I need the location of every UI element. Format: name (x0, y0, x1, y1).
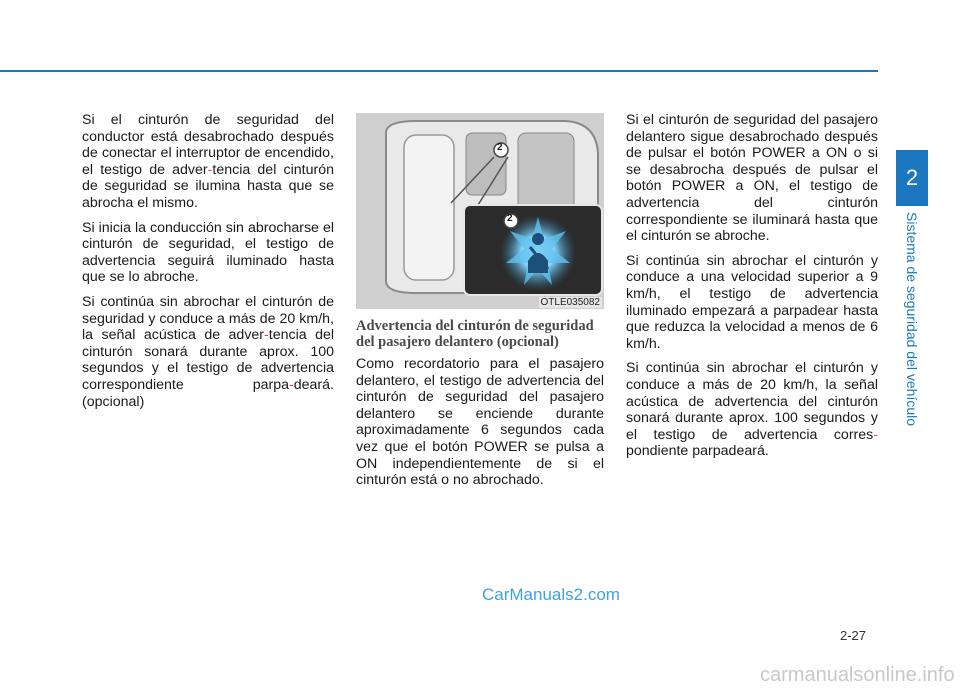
chapter-tab: 2 (896, 150, 928, 206)
hyphen: - (264, 327, 269, 344)
hyphen: - (207, 161, 213, 178)
column-2 (356, 318, 604, 497)
badge-inset: 2 (507, 213, 513, 224)
seatbelt-figure (356, 113, 604, 309)
paragraph: Si continúa sin abrochar el cinturón y conduce a una velocidad superior a 9 km/h, el testigo de advertencia iluminado empezará a parpadear hasta que reduzca la velocidad a menos de 6 km/h. (626, 252, 878, 352)
badge-top: 2 (497, 142, 503, 153)
header-rule (0, 70, 878, 72)
paragraph: Si inicia la conducción sin abrocharse el cinturón de seguridad, el testigo de advertencia seguirá iluminado hasta que se lo abroche. (82, 219, 334, 286)
paragraph: Si continúa sin abrochar el cinturón y conduce a más de 20 km/h, la señal acústica de advertencia del cinturón sonará durante aprox. 100 segundos y el testigo de advertencia corres-pondiente parpadeará. (626, 360, 878, 460)
watermark-link[interactable]: CarManuals2.com (482, 585, 620, 604)
page-number: 2-27 (840, 628, 867, 643)
hyphen: - (289, 376, 294, 393)
column-1 (82, 112, 334, 418)
paragraph: Si continúa sin abrochar el cinturón de seguridad y conduce a más de 20 km/h, la señal acústica de adver-tencia del cinturón sonará durante aprox. 100 segundos y el testigo de advertencia correspondiente parpa-deará. (opcional) (82, 293, 334, 410)
figure-caption: OTLE035082 (540, 297, 600, 308)
watermark-footer: carmanualsonline.info (760, 664, 955, 686)
column-3 (626, 112, 878, 468)
section-heading: Advertencia del cinturón de seguridad del pasajero delantero (opcional) (356, 318, 594, 350)
car-top-view-illustration (356, 113, 604, 309)
paragraph: Si el cinturón de seguridad del pasajero delantero sigue desabrochado después de pulsar el botón POWER a ON o si se desabrocha después de pulsar el botón POWER a ON, el testigo de advertencia del cinturón correspondiente se iluminará hasta que el cinturón se abroche. (626, 112, 878, 245)
paragraph: Como recordatorio para el pasajero delantero, el testigo de advertencia del cinturón de seguridad del pasajero delantero se enciende durante aproximadamente 6 segundos cada vez que el botón POWER se pulsa a ON independientemente de si el cinturón está o no abrochado. (356, 356, 604, 489)
hyphen: - (873, 426, 878, 443)
paragraph: Si el cinturón de seguridad del conductor está desabrochado después de conectar el interruptor de encendido, el testigo de adver-tencia del cinturón de seguridad se ilumina hasta que se abrocha el mismo. (82, 112, 334, 211)
chapter-title: Sistema de seguridad del vehículo (904, 212, 920, 427)
chapter-title-vertical (900, 212, 924, 512)
